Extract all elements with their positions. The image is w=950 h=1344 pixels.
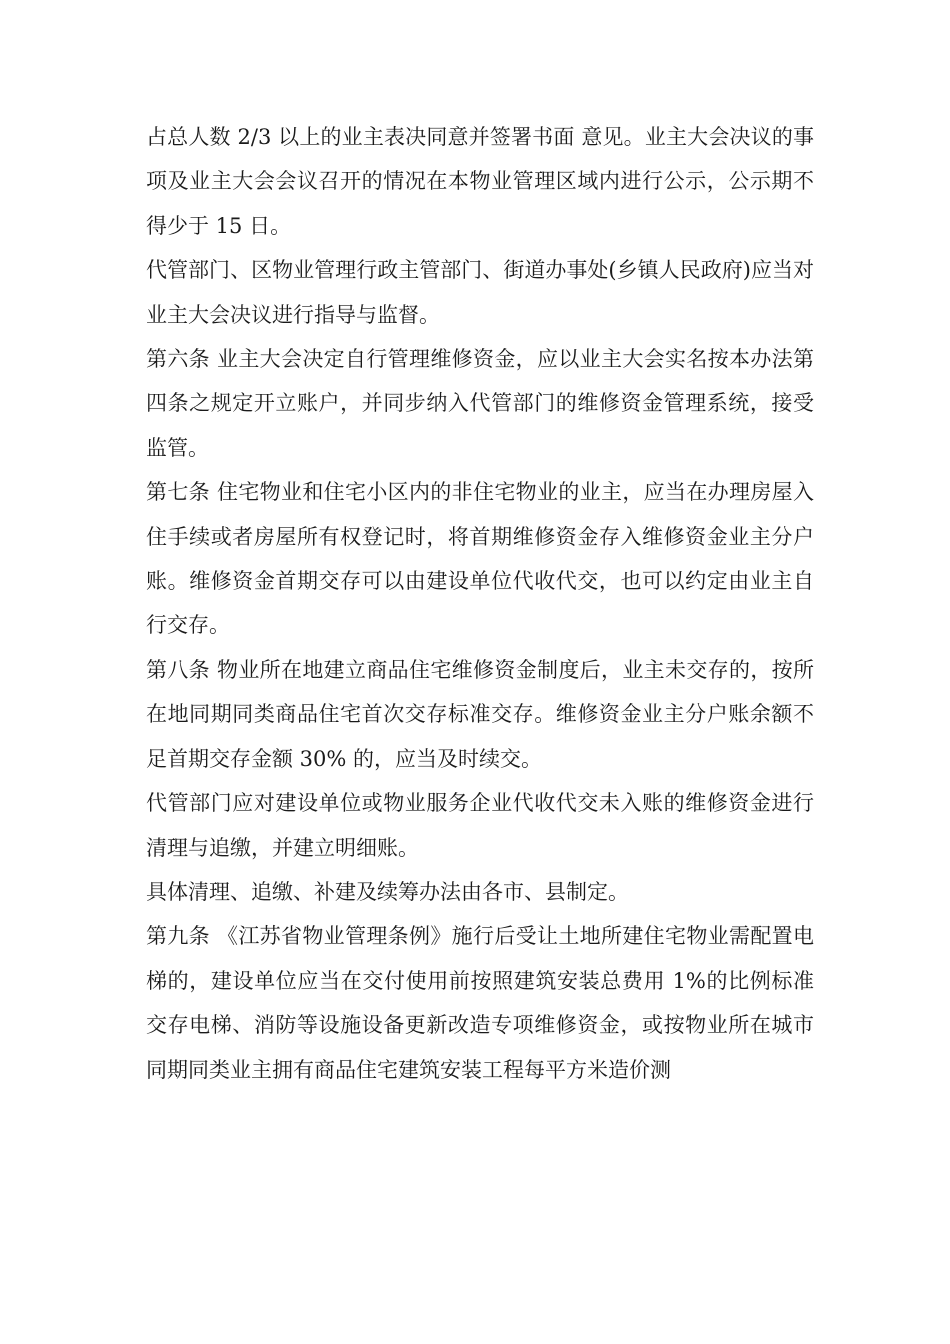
- paragraph-local-rules: 具体清理、追缴、补建及续筹办法由各市、县制定。: [146, 879, 629, 904]
- paragraph-article-7: 第七条 住宅物业和住宅小区内的非住宅物业的业主，应当在办理房屋入住手续或者房屋所有权登记时，将首期维修资金存入维修资金业主分户账。维修资金首期交存可以由建设单位代收代交，也可以约定由业主自行交存。: [146, 480, 814, 638]
- paragraph-resolution-publicity: 占总人数 2/3 以上的业主表决同意并签署书面 意见。业主大会决议的事项及业主大会会议召开的情况在本物业管理区域内进行公示，公示期不得少于 15 日。: [146, 125, 814, 238]
- paragraph-recovery: 代管部门应对建设单位或物业服务企业代收代交未入账的维修资金进行清理与追缴，并建立明细账。: [146, 791, 814, 860]
- document-body: [146, 115, 814, 1092]
- paragraph-article-9: 第九条 《江苏省物业管理条例》施行后受让土地所建住宅物业需配置电梯的，建设单位应当在交付使用前按照建筑安装总费用 1%的比例标准交存电梯、消防等设施设备更新改造专项维修资金，或按物业所在城市同期同类业主拥有商品住宅建筑安装工程每平方米造价测: [146, 924, 814, 1082]
- paragraph-article-8: 第八条 物业所在地建立商品住宅维修资金制度后，业主未交存的，按所在地同期同类商品住宅首次交存标准交存。维修资金业主分户账余额不足首期交存金额 30% 的，应当及时续交。: [146, 657, 814, 771]
- paragraph-supervision: 代管部门、区物业管理行政主管部门、街道办事处(乡镇人民政府)应当对业主大会决议进行指导与监督。: [146, 258, 814, 327]
- paragraph-article-6: 第六条 业主大会决定自行管理维修资金，应以业主大会实名按本办法第四条之规定开立账户，并同步纳入代管部门的维修资金管理系统，接受监管。: [146, 347, 814, 460]
